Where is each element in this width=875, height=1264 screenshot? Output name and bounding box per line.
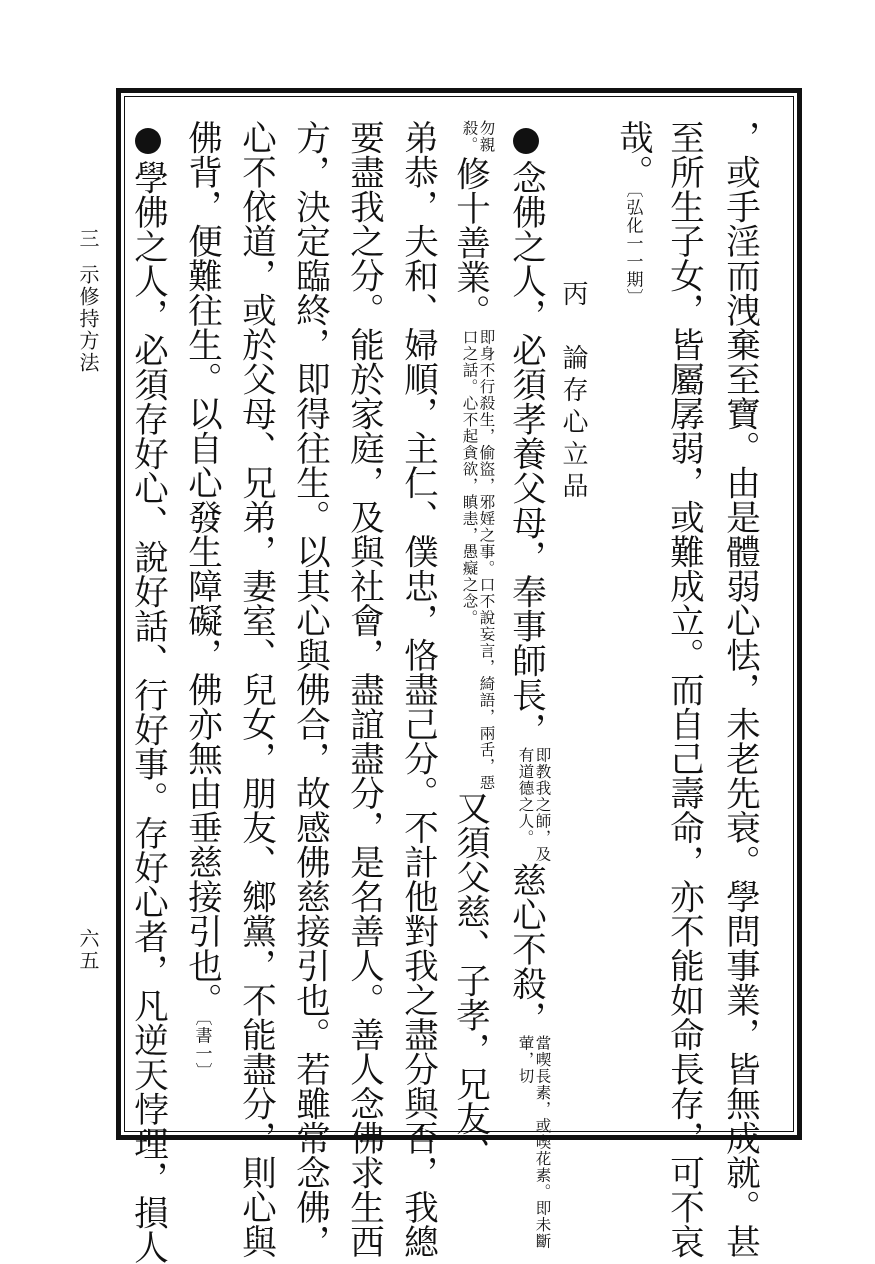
text-column-8: 要盡我之分。能於家庭，及與社會，盡誼盡分，是名善人。善人念佛求生西 [343,120,384,1259]
text-column-2: 至所生子女，皆屬孱弱，或難成立。而自己壽命，亦不能如命長存，可不哀 [663,120,704,1259]
inline-note-vegetarian: 當喫長素，或喫花素。即未斷葷，切 [516,1035,552,1250]
text-column-1: ，或手淫而洩棄至寶。由是體弱心怯，未老先衰。學問事業，皆無成就。甚 [719,120,760,1259]
bullet-icon [513,128,539,154]
section-heading: 丙 論存心立品 [558,280,588,504]
text-column-7: 弟恭，夫和、婦順，主仁、僕忠，恪盡己分。不計他對我之盡分與否，我總 [397,120,438,1259]
inline-note-ten-good-deeds: 即身不行殺生，偷盜，邪婬之事。口不說妄言，綺語，兩舌，惡口之話。心不起貪欲，瞋恚，愚癡之念。 [460,328,496,791]
column-6-part3: 又須父慈、子孝，兄友、 [449,790,490,1170]
citation-book: 〔書一〕 [191,1017,212,1081]
column-11-text: 佛背，便難往生。以自心發生障礙，佛亦無由垂慈接引也。 [181,120,222,1017]
text-column-12 [127,128,168,1264]
citation-hongshua: 〔弘化一一期〕 [622,189,643,307]
inline-note-no-kill: 勿親殺。 [460,120,496,153]
text-column-9: 方，決定臨終，即得往生。以其心與佛合，故感佛慈接引也。若雖常念佛， [289,120,330,1259]
column-12-text: 學佛之人，必須存好心、說好話、行好事。存好心者，凡逆天悖理，損人 [127,160,168,1264]
text-column-5 [505,128,552,1255]
column-5-part1: 念佛之人，必須孝養父母，奉事師長， [505,160,546,747]
section-number: 三 [76,228,100,250]
section-title: 示修持方法 [76,264,100,374]
inline-note-teacher: 即教我之師，及有道德之人。 [516,746,552,862]
column-3-text: 哉。 [612,120,653,189]
column-6-main: 修十善業。 [449,156,490,329]
bullet-icon [135,128,161,154]
page-number: 六五 [76,928,100,972]
text-column-3 [612,120,653,307]
column-5-part2: 慈心不殺， [505,862,546,1035]
text-column-10: 心不依道，或於父母、兄弟，妻室、兒女，朋友、鄉黨，不能盡分，則心與 [235,120,276,1259]
text-column-11 [181,120,222,1081]
text-column-6 [449,120,496,1170]
